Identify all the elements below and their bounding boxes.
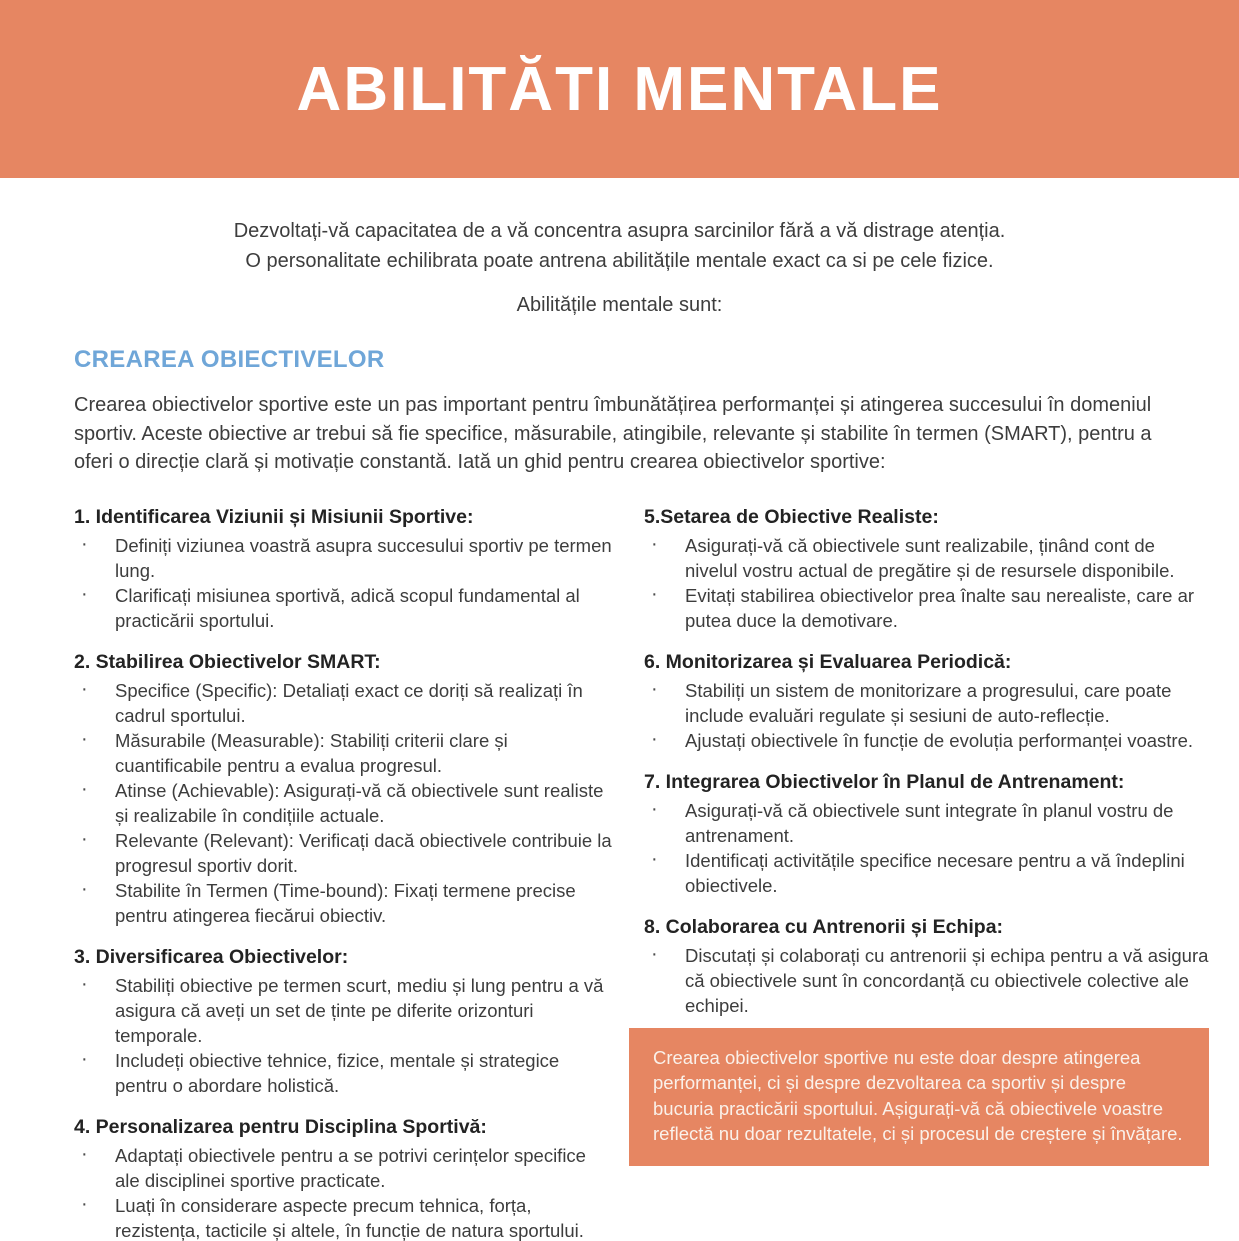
lead-paragraph: Crearea obiectivelor sportive este un pas important pentru îmbunătățirea performanței și atingerea succesului în domeniul sportiv. Aceste obiective ar trebui să fie specifice, măsurabile, atingibile, relevante și stabilite în termen (SMART), pentru a oferi o direcție clară și motivație constantă. Iată un ghid pentru crearea obiectivelor sportive: (74, 394, 1152, 473)
section-5-bullets (644, 533, 1209, 633)
intro-line-3: Abilitățile mentale sunt: (516, 294, 723, 316)
intro-block (0, 216, 1239, 320)
section-5 (629, 505, 1209, 633)
bullet-item: · Relevante (Relevant): Verificați dacă obiectivele contribuie la progresul sportiv dorit. (74, 828, 614, 878)
bullet-item: · Clarificați misiunea sportivă, adică scopul fundamental al practicării sportului. (74, 583, 614, 633)
section-5-title: 5.Setarea de Obiective Realiste: (644, 505, 939, 528)
section-8 (629, 915, 1209, 1018)
page-title: ABILITĂTI MENTALE (296, 54, 943, 124)
section-7-title: 7. Integrarea Obiectivelor în Planul de Antrenament: (644, 770, 1125, 793)
bullet-item: · Specifice (Specific): Detaliați exact ce doriți să realizați în cadrul sportului. (74, 678, 614, 728)
section-7 (629, 770, 1209, 898)
bullet-item: · Discutați și colaborați cu antrenorii și echipa pentru a vă asigura că obiectivele sunt în concordanță cu obiectivele colective ale echipei. (644, 943, 1209, 1018)
bullet-item: · Includeți obiective tehnice, fizice, mentale și strategice pentru o abordare holistică. (74, 1048, 614, 1098)
section-3 (74, 945, 614, 1098)
section-2-title: 2. Stabilirea Obiectivelor SMART: (74, 650, 381, 673)
section-8-title: 8. Colaborarea cu Antrenorii și Echipa: (644, 915, 1004, 938)
bullet-item: · Măsurabile (Measurable): Stabiliți criterii clare și cuantificabile pentru a evalua progresul. (74, 728, 614, 778)
section-6-bullets (644, 678, 1209, 753)
callout-text: Crearea obiectivelor sportive nu este doar despre atingerea performanței, ci și despre dezvoltarea ca sportiv și despre bucuria practicării sportului. Așigurați-vă că obiectivele voastre reflectă nu doar rezultatele, ci și procesul de creștere și învățare. (653, 1046, 1183, 1144)
section-1-title: 1. Identificarea Viziunii și Misiunii Sportive: (74, 505, 474, 528)
bullet-item: · Asigurați-vă că obiectivele sunt integrate în planul vostru de antrenament. (644, 798, 1209, 848)
header-banner (0, 0, 1239, 178)
bullet-item: · Definiți viziunea voastră asupra succesului sportiv pe termen lung. (74, 533, 614, 583)
intro-line-1: Dezvoltați-vă capacitatea de a vă concentra asupra sarcinilor fără a vă distrage atenția. (233, 220, 1006, 242)
section-3-bullets (74, 973, 614, 1098)
section-1 (74, 505, 614, 633)
bullet-item: · Stabiliți un sistem de monitorizare a progresului, care poate include evaluări regulate și sesiuni de auto-reflecție. (644, 678, 1209, 728)
bullet-item: · Stabilite în Termen (Time-bound): Fixați termene precise pentru atingerea fiecărui obiectiv. (74, 878, 614, 928)
bullet-item: · Stabiliți obiective pe termen scurt, mediu și lung pentru a vă asigura că aveți un set de ținte pe diferite orizonturi temporale. (74, 973, 614, 1048)
bullet-item: · Adaptați obiectivele pentru a se potrivi cerințelor specifice ale disciplinei sportive practicate. (74, 1143, 614, 1193)
section-3-title: 3. Diversificarea Obiectivelor: (74, 945, 349, 968)
section-6 (629, 650, 1209, 753)
section-2-bullets (74, 678, 614, 928)
bullet-item: · Evitați stabilirea obiectivelor prea înalte sau nerealiste, care ar putea duce la demotivare. (644, 583, 1209, 633)
bullet-item: · Asigurați-vă că obiectivele sunt realizabile, ținând cont de nivelul vostru actual de pregătire și de resursele disponibile. (644, 533, 1209, 583)
goals-heading: CREAREA OBIECTIVELOR (74, 346, 385, 373)
section-4-title: 4. Personalizarea pentru Disciplina Sportivă: (74, 1115, 487, 1138)
section-6-title: 6. Monitorizarea și Evaluarea Periodică: (644, 650, 1012, 673)
section-1-bullets (74, 533, 614, 633)
section-4 (74, 1115, 614, 1241)
bullet-item: · Identificați activitățile specifice necesare pentru a vă îndeplini obiectivele. (644, 848, 1209, 898)
bullet-item: · Luați în considerare aspecte precum tehnica, forța, rezistența, tacticile și altele, în funcție de natura sportului. (74, 1193, 614, 1241)
section-7-bullets (644, 798, 1209, 898)
main-content (0, 346, 1239, 1241)
section-2 (74, 650, 614, 928)
section-8-bullets (644, 943, 1209, 1018)
left-column (74, 493, 614, 1241)
bullet-item: · Ajustați obiectivele în funcție de evoluția performanței voastre. (644, 728, 1209, 753)
right-column (629, 493, 1209, 1166)
bullet-item: · Atinse (Achievable): Asigurați-vă că obiectivele sunt realiste și realizabile în condițiile actuale. (74, 778, 614, 828)
callout-box (629, 1028, 1209, 1166)
two-column-layout (74, 493, 1209, 1241)
intro-line-2: O personalitate echilibrata poate antrena abilitățile mentale exact ca si pe cele fizice. (245, 250, 994, 272)
section-4-bullets (74, 1143, 614, 1241)
